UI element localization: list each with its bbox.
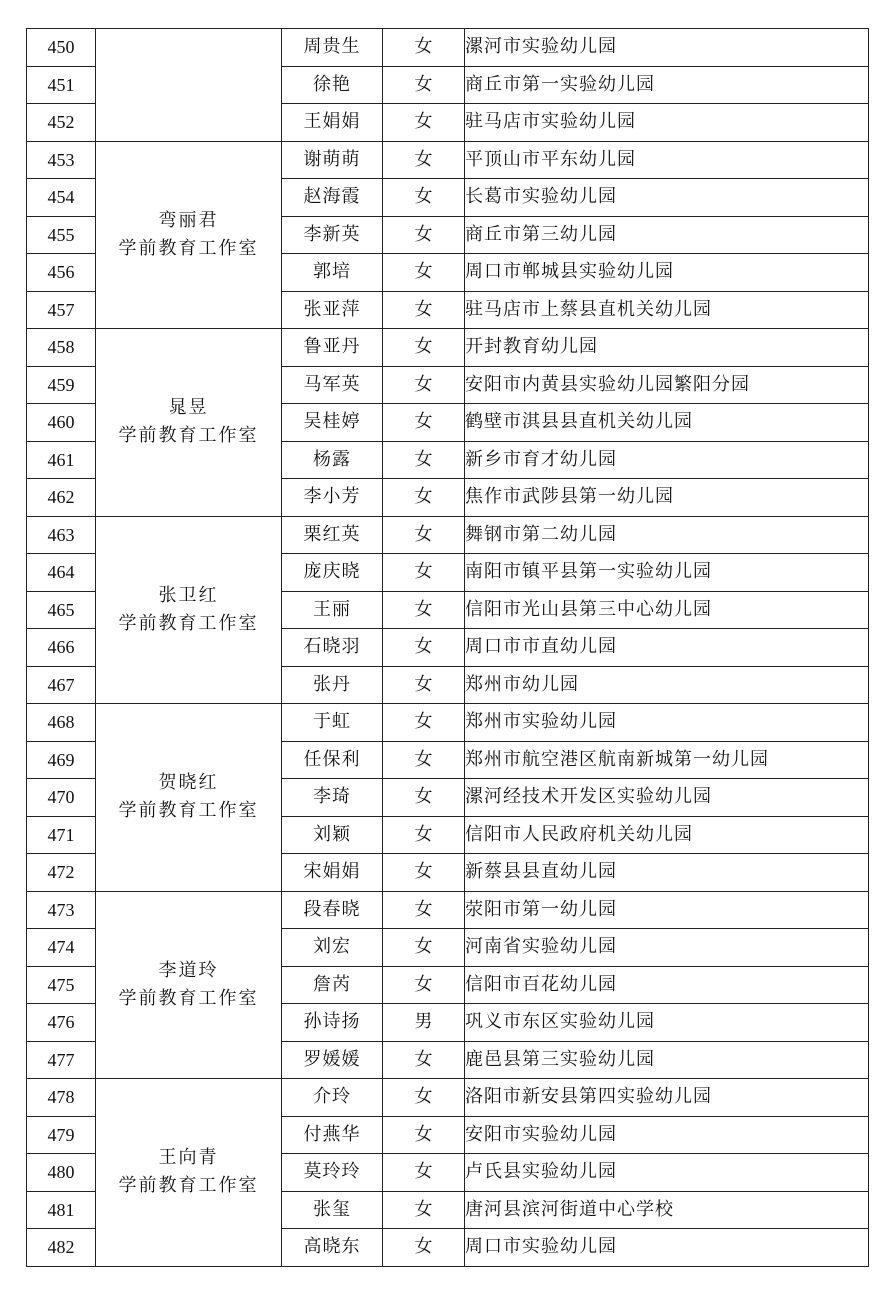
- member-name: 徐艳: [282, 66, 383, 104]
- table-row: [27, 704, 869, 742]
- member-sex: 女: [383, 854, 465, 892]
- row-number: 474: [27, 929, 96, 967]
- row-number: 451: [27, 66, 96, 104]
- table-row: [27, 1079, 869, 1117]
- studio-cell: [96, 891, 282, 1079]
- member-unit: 安阳市内黄县实验幼儿园繁阳分园: [465, 366, 869, 404]
- member-sex: 女: [383, 329, 465, 367]
- member-sex: 女: [383, 741, 465, 779]
- member-unit: 郑州市幼儿园: [465, 666, 869, 704]
- member-unit: 安阳市实验幼儿园: [465, 1116, 869, 1154]
- member-sex: 女: [383, 441, 465, 479]
- studio-suffix: 学前教育工作室: [118, 425, 259, 447]
- member-sex: 女: [383, 554, 465, 592]
- studio-leader: 李道玲: [158, 959, 219, 981]
- member-unit: 南阳市镇平县第一实验幼儿园: [465, 554, 869, 592]
- member-sex: 女: [383, 29, 465, 67]
- member-sex: 男: [383, 1004, 465, 1042]
- studio-cell: [96, 516, 282, 704]
- member-sex: 女: [383, 1229, 465, 1267]
- member-sex: 女: [383, 179, 465, 217]
- member-name: 杨露: [282, 441, 383, 479]
- studio-suffix: 学前教育工作室: [118, 237, 259, 259]
- member-unit: 平顶山市平东幼儿园: [465, 141, 869, 179]
- member-name: 刘颖: [282, 816, 383, 854]
- member-sex: 女: [383, 141, 465, 179]
- row-number: 482: [27, 1229, 96, 1267]
- member-unit: 周口市郸城县实验幼儿园: [465, 254, 869, 292]
- member-sex: 女: [383, 216, 465, 254]
- row-number: 464: [27, 554, 96, 592]
- member-sex: 女: [383, 366, 465, 404]
- member-sex: 女: [383, 704, 465, 742]
- member-sex: 女: [383, 404, 465, 442]
- row-number: 460: [27, 404, 96, 442]
- member-unit: 商丘市第一实验幼儿园: [465, 66, 869, 104]
- member-sex: 女: [383, 254, 465, 292]
- member-sex: 女: [383, 666, 465, 704]
- row-number: 455: [27, 216, 96, 254]
- member-unit: 舞钢市第二幼儿园: [465, 516, 869, 554]
- table-row: [27, 141, 869, 179]
- member-name: 付燕华: [282, 1116, 383, 1154]
- member-sex: 女: [383, 629, 465, 667]
- member-unit: 鹿邑县第三实验幼儿园: [465, 1041, 869, 1079]
- member-name: 张丹: [282, 666, 383, 704]
- member-sex: 女: [383, 929, 465, 967]
- member-unit: 信阳市百花幼儿园: [465, 966, 869, 1004]
- member-name: 栗红英: [282, 516, 383, 554]
- studio-cell: [96, 704, 282, 892]
- studio-suffix: 学前教育工作室: [118, 612, 259, 634]
- member-name: 张亚萍: [282, 291, 383, 329]
- member-unit: 周口市实验幼儿园: [465, 1229, 869, 1267]
- member-sex: 女: [383, 816, 465, 854]
- row-number: 476: [27, 1004, 96, 1042]
- row-number: 478: [27, 1079, 96, 1117]
- row-number: 458: [27, 329, 96, 367]
- member-sex: 女: [383, 591, 465, 629]
- member-name: 石晓羽: [282, 629, 383, 667]
- member-sex: 女: [383, 1154, 465, 1192]
- member-name: 周贵生: [282, 29, 383, 67]
- row-number: 466: [27, 629, 96, 667]
- member-sex: 女: [383, 66, 465, 104]
- studio-cell: [96, 1079, 282, 1267]
- member-name: 刘宏: [282, 929, 383, 967]
- member-name: 谢萌萌: [282, 141, 383, 179]
- member-name: 詹芮: [282, 966, 383, 1004]
- member-unit: 信阳市人民政府机关幼儿园: [465, 816, 869, 854]
- member-unit: 新乡市育才幼儿园: [465, 441, 869, 479]
- member-name: 庞庆晓: [282, 554, 383, 592]
- member-name: 莫玲玲: [282, 1154, 383, 1192]
- member-name: 介玲: [282, 1079, 383, 1117]
- member-unit: 漯河经技术开发区实验幼儿园: [465, 779, 869, 817]
- studio-leader: 贺晓红: [158, 772, 219, 794]
- member-unit: 长葛市实验幼儿园: [465, 179, 869, 217]
- member-name: 段春晓: [282, 891, 383, 929]
- member-name: 吴桂婷: [282, 404, 383, 442]
- member-name: 孙诗扬: [282, 1004, 383, 1042]
- member-unit: 荥阳市第一幼儿园: [465, 891, 869, 929]
- member-sex: 女: [383, 479, 465, 517]
- roster-table: [26, 28, 869, 1267]
- row-number: 480: [27, 1154, 96, 1192]
- row-number: 459: [27, 366, 96, 404]
- studio-leader: 晁昱: [168, 397, 209, 419]
- member-sex: 女: [383, 891, 465, 929]
- studio-cell: [96, 141, 282, 329]
- studio-cell: [96, 29, 282, 142]
- member-unit: 唐河县滨河街道中心学校: [465, 1191, 869, 1229]
- member-unit: 商丘市第三幼儿园: [465, 216, 869, 254]
- row-number: 469: [27, 741, 96, 779]
- member-name: 郭培: [282, 254, 383, 292]
- member-unit: 河南省实验幼儿园: [465, 929, 869, 967]
- row-number: 468: [27, 704, 96, 742]
- member-unit: 开封教育幼儿园: [465, 329, 869, 367]
- member-unit: 焦作市武陟县第一幼儿园: [465, 479, 869, 517]
- studio-leader: 弯丽君: [158, 209, 219, 231]
- member-name: 王娟娟: [282, 104, 383, 142]
- row-number: 463: [27, 516, 96, 554]
- member-name: 李新英: [282, 216, 383, 254]
- member-name: 鲁亚丹: [282, 329, 383, 367]
- row-number: 481: [27, 1191, 96, 1229]
- member-sex: 女: [383, 1116, 465, 1154]
- member-sex: 女: [383, 291, 465, 329]
- studio-leader: 王向青: [158, 1147, 219, 1169]
- row-number: 456: [27, 254, 96, 292]
- row-number: 471: [27, 816, 96, 854]
- member-unit: 驻马店市上蔡县直机关幼儿园: [465, 291, 869, 329]
- member-unit: 新蔡县县直幼儿园: [465, 854, 869, 892]
- member-unit: 巩义市东区实验幼儿园: [465, 1004, 869, 1042]
- studio-cell: [96, 329, 282, 517]
- row-number: 472: [27, 854, 96, 892]
- studio-suffix: 学前教育工作室: [118, 1175, 259, 1197]
- member-unit: 周口市市直幼儿园: [465, 629, 869, 667]
- table-row: [27, 29, 869, 67]
- member-sex: 女: [383, 966, 465, 1004]
- member-sex: 女: [383, 1079, 465, 1117]
- row-number: 457: [27, 291, 96, 329]
- member-unit: 驻马店市实验幼儿园: [465, 104, 869, 142]
- row-number: 453: [27, 141, 96, 179]
- studio-leader: 张卫红: [158, 584, 219, 606]
- member-name: 于虹: [282, 704, 383, 742]
- member-name: 宋娟娟: [282, 854, 383, 892]
- row-number: 473: [27, 891, 96, 929]
- member-name: 马军英: [282, 366, 383, 404]
- member-name: 高晓东: [282, 1229, 383, 1267]
- member-name: 李小芳: [282, 479, 383, 517]
- member-sex: 女: [383, 516, 465, 554]
- studio-suffix: 学前教育工作室: [118, 800, 259, 822]
- member-unit: 信阳市光山县第三中心幼儿园: [465, 591, 869, 629]
- member-name: 李琦: [282, 779, 383, 817]
- row-number: 454: [27, 179, 96, 217]
- member-name: 赵海霞: [282, 179, 383, 217]
- row-number: 452: [27, 104, 96, 142]
- member-unit: 漯河市实验幼儿园: [465, 29, 869, 67]
- member-unit: 郑州市实验幼儿园: [465, 704, 869, 742]
- member-unit: 卢氏县实验幼儿园: [465, 1154, 869, 1192]
- table-row: [27, 891, 869, 929]
- row-number: 461: [27, 441, 96, 479]
- member-name: 罗媛媛: [282, 1041, 383, 1079]
- member-name: 张玺: [282, 1191, 383, 1229]
- member-sex: 女: [383, 104, 465, 142]
- member-sex: 女: [383, 1191, 465, 1229]
- row-number: 479: [27, 1116, 96, 1154]
- member-unit: 洛阳市新安县第四实验幼儿园: [465, 1079, 869, 1117]
- member-sex: 女: [383, 779, 465, 817]
- member-unit: 郑州市航空港区航南新城第一幼儿园: [465, 741, 869, 779]
- member-unit: 鹤壁市淇县县直机关幼儿园: [465, 404, 869, 442]
- row-number: 465: [27, 591, 96, 629]
- studio-suffix: 学前教育工作室: [118, 987, 259, 1009]
- member-name: 任保利: [282, 741, 383, 779]
- member-name: 王丽: [282, 591, 383, 629]
- row-number: 450: [27, 29, 96, 67]
- row-number: 475: [27, 966, 96, 1004]
- row-number: 462: [27, 479, 96, 517]
- row-number: 470: [27, 779, 96, 817]
- table-row: [27, 329, 869, 367]
- member-sex: 女: [383, 1041, 465, 1079]
- row-number: 477: [27, 1041, 96, 1079]
- row-number: 467: [27, 666, 96, 704]
- table-row: [27, 516, 869, 554]
